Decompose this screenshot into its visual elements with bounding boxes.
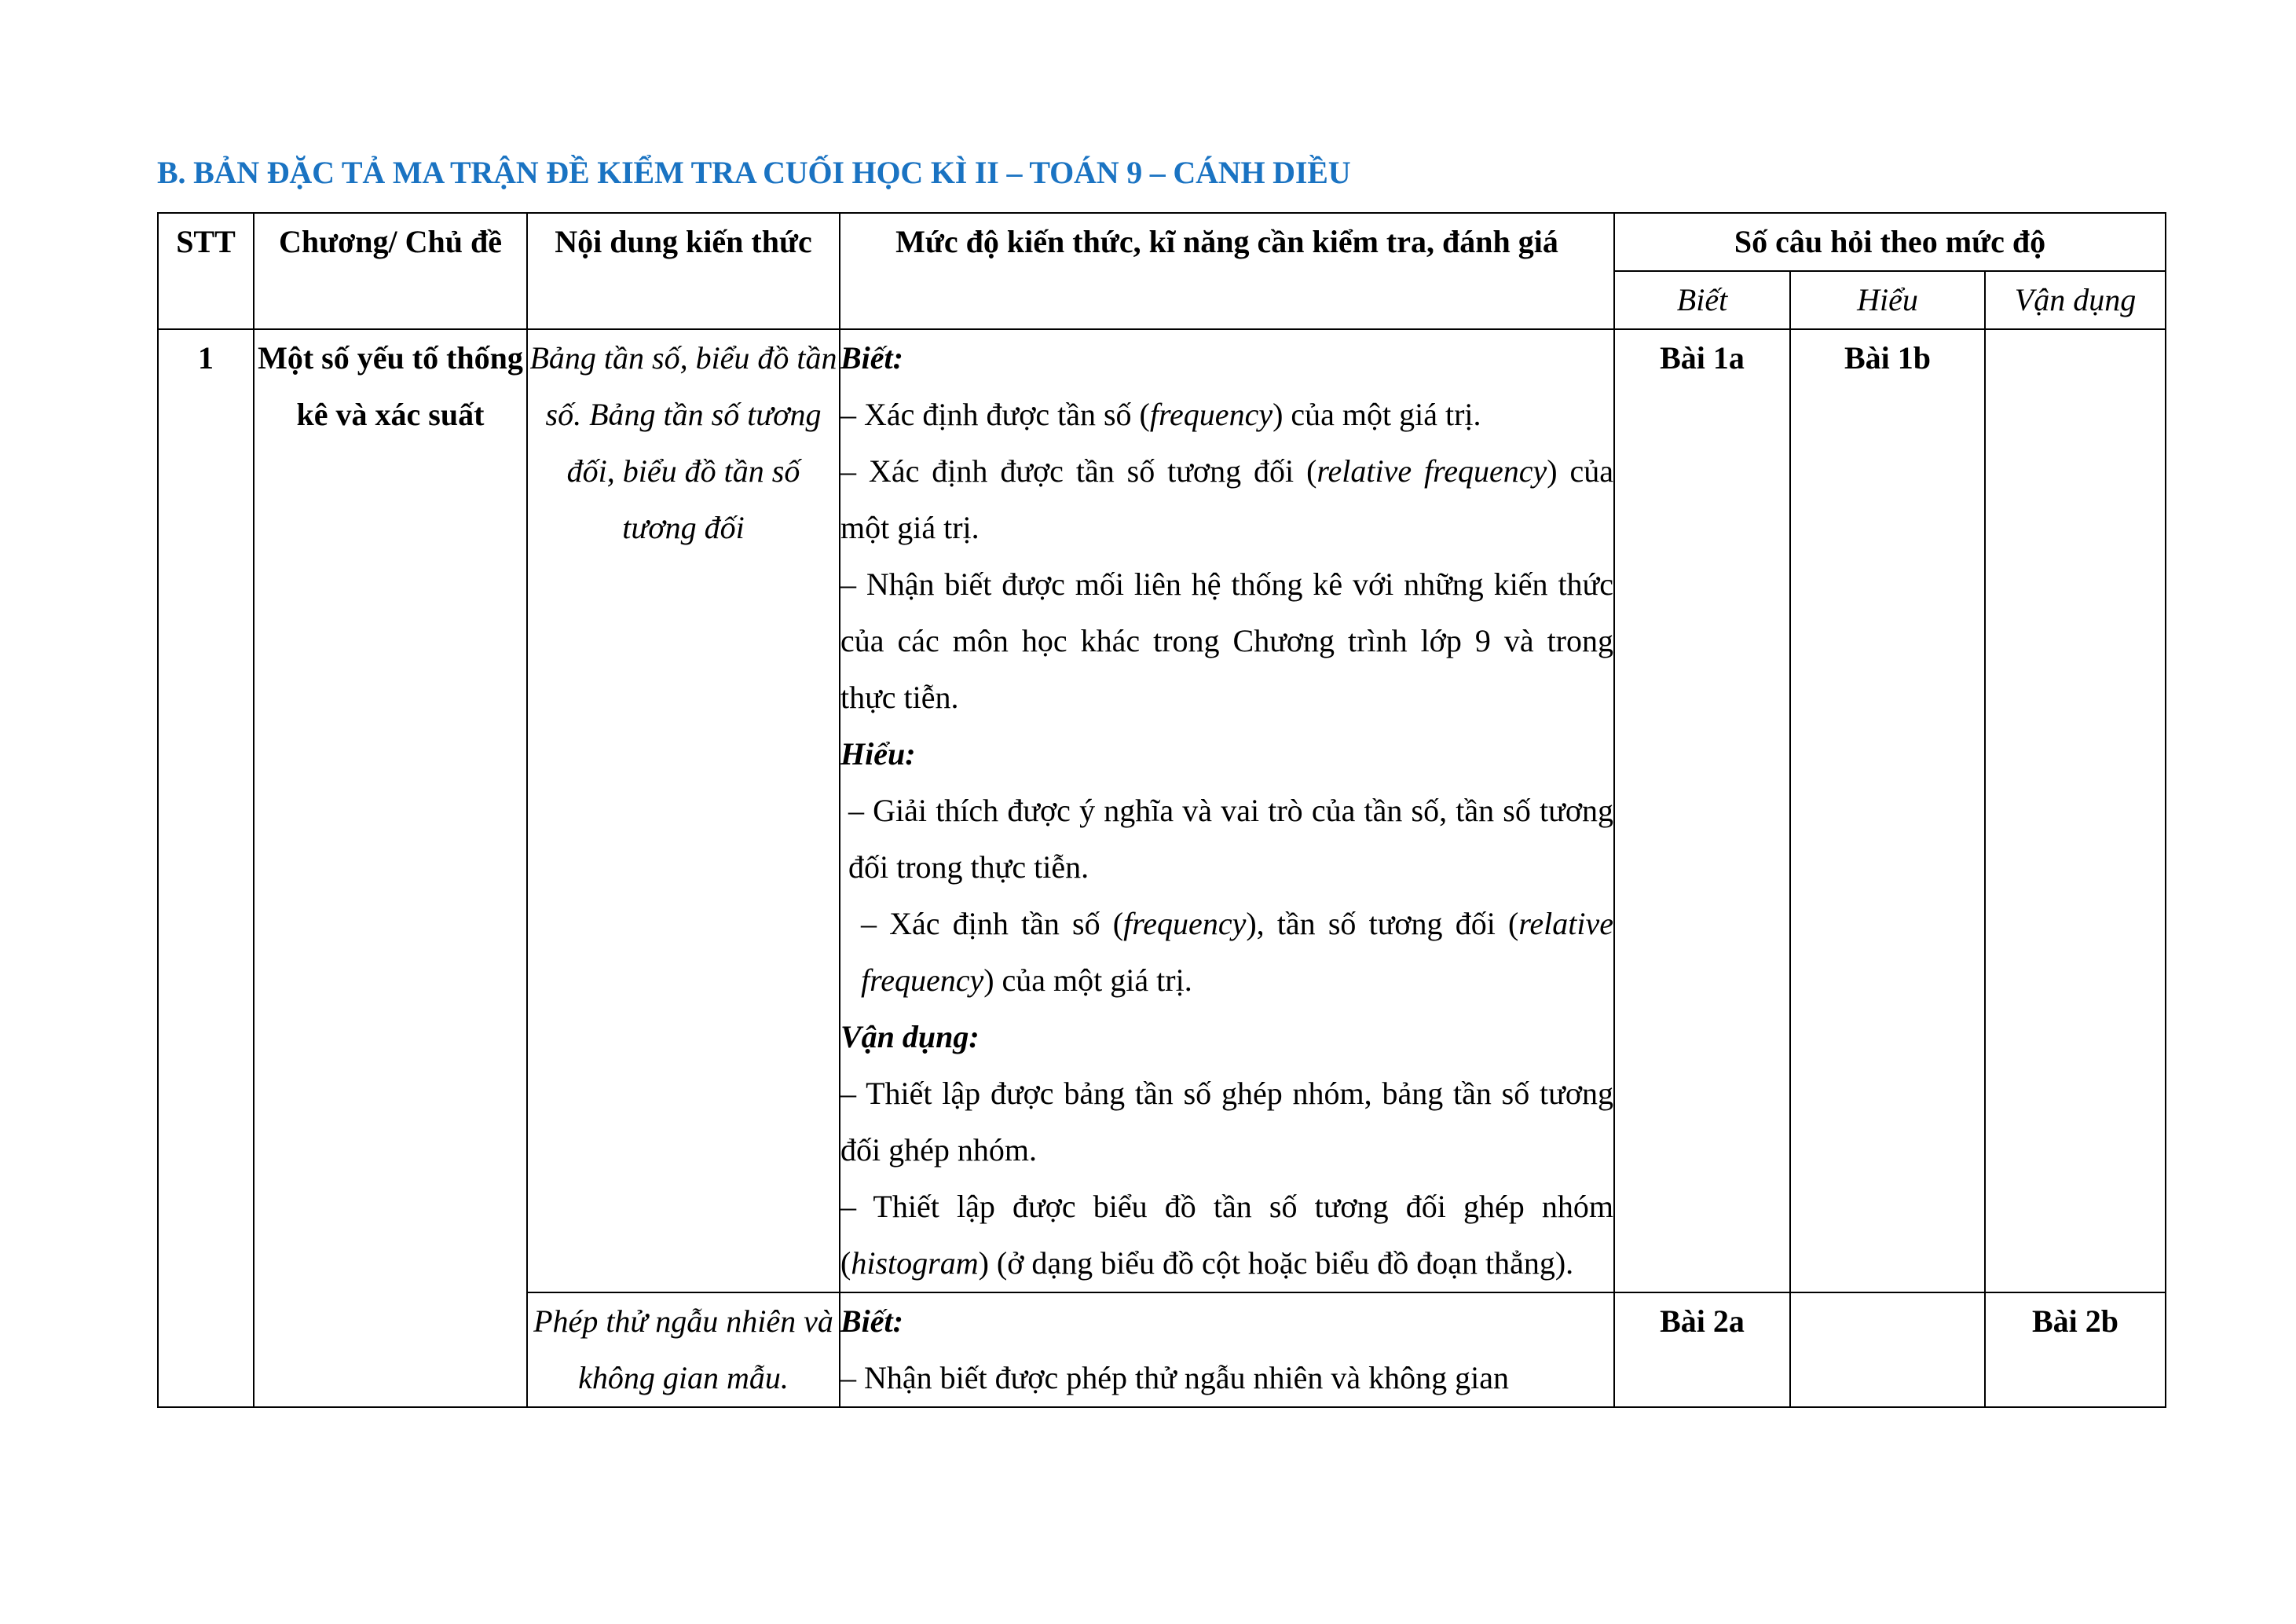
cell-description	[840, 1292, 1614, 1407]
page-title: B. BẢN ĐẶC TẢ MA TRẬN ĐỀ KIỂM TRA CUỐI HỌC KÌ II – TOÁN 9 – CÁNH DIỀU	[157, 155, 1351, 190]
header-row	[158, 213, 2166, 271]
cell-understand-count	[1790, 1292, 1985, 1407]
cell-apply-count	[1985, 329, 2166, 1292]
cell-know-count: Bài 2a	[1614, 1292, 1790, 1407]
header-stt: STT	[158, 213, 254, 329]
know-item: – Nhận biết được mối liên hệ thống kê với những kiến thức của các môn học khác trong Chương trình lớp 9 và trong thực tiễn.	[840, 566, 1613, 715]
understand-item: – Xác định tần số (frequency), tần số tương đối (relative frequency) của một giá trị.	[861, 906, 1613, 998]
apply-heading: Vận dụng:	[840, 1019, 980, 1054]
header-level-understand: Hiểu	[1790, 271, 1985, 329]
know-item: – Xác định được tần số tương đối (relative frequency) của một giá trị.	[840, 453, 1614, 545]
specification-table	[157, 212, 2166, 1408]
table-row	[158, 329, 2166, 1292]
cell-chapter: Một số yếu tố thống kê và xác suất	[254, 329, 527, 1407]
cell-understand-count: Bài 1b	[1790, 329, 1985, 1292]
header-description: Mức độ kiến thức, kĩ năng cần kiểm tra, đánh giá	[840, 213, 1614, 329]
know-heading: Biết:	[840, 1303, 903, 1339]
cell-content: Bảng tần số, biểu đồ tần số. Bảng tần số tương đối, biểu đồ tần số tương đối	[527, 329, 840, 1292]
header-question-count: Số câu hỏi theo mức độ	[1614, 213, 2166, 271]
know-item: – Nhận biết được phép thử ngẫu nhiên và không gian	[840, 1360, 1509, 1395]
cell-stt: 1	[158, 329, 254, 1407]
header-chapter: Chương/ Chủ đề	[254, 213, 527, 329]
apply-item: – Thiết lập được bảng tần số ghép nhóm, bảng tần số tương đối ghép nhóm.	[840, 1076, 1613, 1168]
understand-heading: Hiểu:	[840, 736, 916, 772]
know-heading: Biết:	[840, 340, 903, 376]
cell-know-count: Bài 1a	[1614, 329, 1790, 1292]
cell-content: Phép thử ngẫu nhiên và không gian mẫu.	[527, 1292, 840, 1407]
apply-item: – Thiết lập được biểu đồ tần số tương đối ghép nhóm (histogram) (ở dạng biểu đồ cột hoặc biểu đồ đoạn thẳng).	[840, 1189, 1613, 1281]
header-level-know: Biết	[1614, 271, 1790, 329]
cell-apply-count: Bài 2b	[1985, 1292, 2166, 1407]
header-content: Nội dung kiến thức	[527, 213, 840, 329]
header-level-apply: Vận dụng	[1985, 271, 2166, 329]
understand-item: – Giải thích được ý nghĩa và vai trò của tần số, tần số tương đối trong thực tiễn.	[848, 793, 1613, 885]
know-item: – Xác định được tần số (frequency) của một giá trị.	[840, 397, 1481, 432]
cell-description	[840, 329, 1614, 1292]
